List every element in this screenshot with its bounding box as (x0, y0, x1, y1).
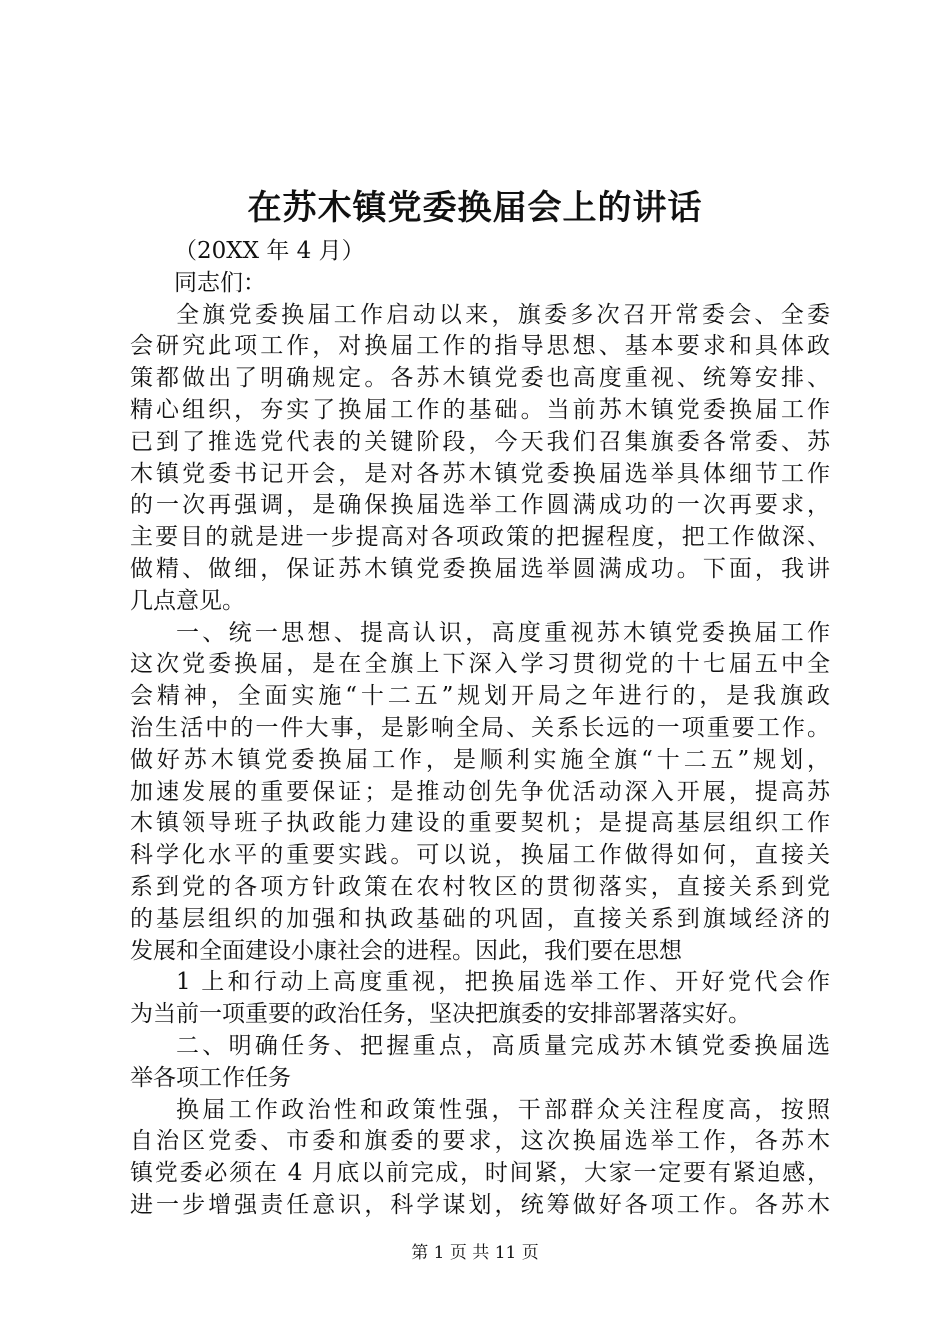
text-line: 会精神，全面实施“十二五”规划开局之年进行的，是我旗政 (130, 683, 830, 710)
text-line: 一、统一思想、提高认识，高度重视苏木镇党委换届工作 (176, 619, 830, 646)
text-line: 举各项工作任务 (130, 1064, 291, 1091)
text-line: 发展和全面建设小康社会的进程。因此，我们要在思想 (130, 937, 682, 964)
text-line: 几点意见。 (130, 587, 245, 614)
text-line: 做好苏木镇党委换届工作，是顺利实施全旗“十二五”规划， (130, 746, 830, 773)
text-line: 1 上和行动上高度重视，把换届选举工作、开好党代会作 (176, 969, 830, 996)
text-line: 镇党委必须在 4 月底以前完成，时间紧，大家一定要有紧迫感， (130, 1160, 830, 1187)
text-line: 进一步增强责任意识，科学谋划，统筹做好各项工作。各苏木 (130, 1191, 830, 1218)
text-line: 换届工作政治性和政策性强，干部群众关注程度高，按照 (176, 1096, 830, 1123)
text-line: 木镇党委书记开会，是对各苏木镇党委换届选举具体细节工作 (130, 460, 830, 487)
text-line: 为当前一项重要的政治任务，坚决把旗委的安排部署落实好。 (130, 1001, 751, 1028)
text-line: 二、明确任务、把握重点，高质量完成苏木镇党委换届选 (176, 1032, 830, 1059)
text-line: 精心组织，夯实了换届工作的基础。当前苏木镇党委换届工作 (130, 396, 830, 423)
text-line: 主要目的就是进一步提高对各项政策的把握程度，把工作做深、 (130, 524, 830, 551)
text-line: 加速发展的重要保证；是推动创先争优活动深入开展，提高苏 (130, 778, 830, 805)
text-line: 已到了推选党代表的关键阶段，今天我们召集旗委各常委、苏 (130, 428, 830, 455)
text-line: 的基层组织的加强和执政基础的巩固，直接关系到旗域经济的 (130, 905, 830, 932)
text-line: 会研究此项工作，对换届工作的指导思想、基本要求和具体政 (130, 333, 830, 360)
text-line: 做精、做细，保证苏木镇党委换届选举圆满成功。下面，我讲 (130, 555, 830, 582)
document-title: 在苏木镇党委换届会上的讲话 (247, 188, 703, 228)
text-line: 自治区党委、市委和旗委的要求，这次换届选举工作，各苏木 (130, 1128, 830, 1155)
text-line: 的一次再强调，是确保换届选举工作圆满成功的一次再要求， (130, 492, 830, 519)
text-line: 科学化水平的重要实践。可以说，换届工作做得如何，直接关 (130, 842, 830, 869)
document-body (130, 236, 830, 1222)
text-line: 全旗党委换届工作启动以来，旗委多次召开常委会、全委 (176, 301, 830, 328)
text-line: （20XX 年 4 月） (174, 238, 365, 264)
text-line: 策都做出了明确规定。各苏木镇党委也高度重视、统筹安排、 (130, 365, 830, 392)
text-line: 治生活中的一件大事，是影响全局、关系长远的一项重要工作。 (130, 714, 830, 741)
page-footer: 第 1 页 共 11 页 (411, 1243, 539, 1263)
text-line: 系到党的各项方针政策在农村牧区的贯彻落实，直接关系到党 (130, 873, 830, 900)
text-line: 木镇领导班子执政能力建设的重要契机；是提高基层组织工作 (130, 810, 830, 837)
text-line: 这次党委换届，是在全旗上下深入学习贯彻党的十七届五中全 (130, 651, 830, 678)
text-line: 同志们： (174, 269, 266, 296)
